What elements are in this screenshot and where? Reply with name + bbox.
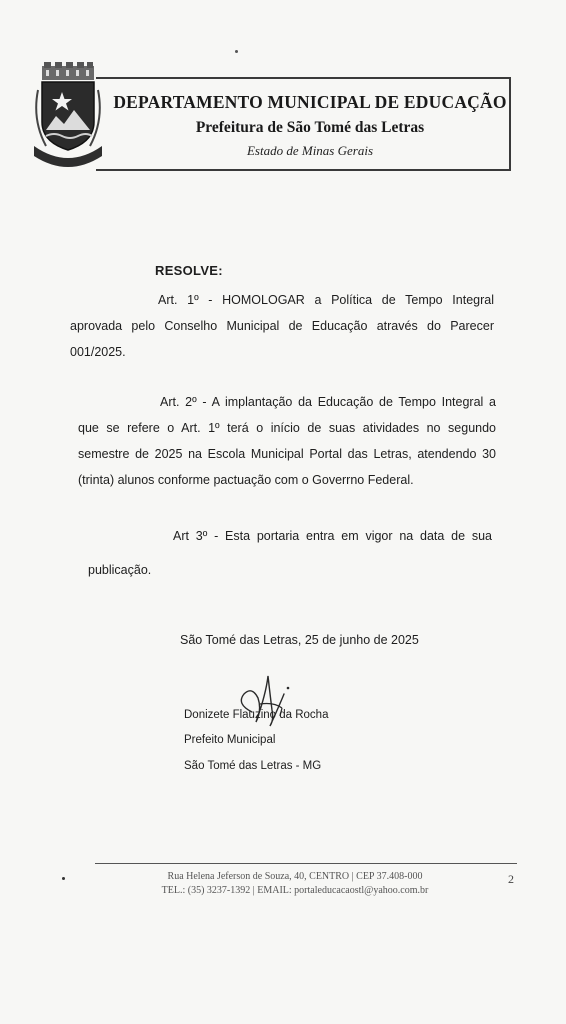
resolve-heading: RESOLVE: [155, 263, 223, 278]
article-2-line: (trinta) alunos conforme pactuação com o Goverrno Federal. [78, 473, 414, 487]
article-1 [70, 287, 494, 365]
signatory-city: São Tomé das Letras - MG [184, 760, 322, 772]
signatory-name: Donizete Flauzino da Rocha [184, 709, 329, 721]
article-2-line: que se refere o Art. 1º terá o início de suas atividades no segundo [78, 421, 496, 435]
footer-address: Rua Helena Jeferson de Souza, 40, CENTRO | CEP 37.408-000 [167, 871, 423, 882]
article-1-line: 001/2025. [70, 345, 126, 359]
department-title: DEPARTAMENTO MUNICIPAL DE EDUCAÇÃO [113, 92, 507, 112]
footer-divider [95, 863, 517, 864]
state-name: Estado de Minas Gerais [246, 143, 374, 158]
signatory-role: Prefeito Municipal [184, 734, 276, 746]
article-3 [88, 523, 492, 583]
article-3-line: Art 3º - Esta portaria entra em vigor na data de sua [173, 529, 492, 543]
municipal-crest-icon [32, 60, 104, 178]
page-number: 2 [508, 872, 514, 886]
article-1-line: Art. 1º - HOMOLOGAR a Política de Tempo Integral [158, 293, 494, 307]
footer-contact: TEL.: (35) 3237-1392 | EMAIL: portaleducacaostl@yahoo.com.br [161, 885, 429, 896]
place-and-date: São Tomé das Letras, 25 de junho de 2025 [180, 633, 419, 647]
article-3-line: publicação. [88, 563, 152, 577]
article-1-line: aprovada pelo Conselho Municipal de Educação através do Parecer [70, 319, 494, 333]
article-2 [78, 389, 496, 493]
article-2-line: semestre de 2025 na Escola Municipal Portal das Letras, atendendo 30 [78, 447, 496, 461]
article-2-line: Art. 2º - A implantação da Educação de Tempo Integral a [160, 395, 496, 409]
city-hall-subtitle: Prefeitura de São Tomé das Letras [195, 119, 425, 136]
handwritten-signature [230, 664, 300, 734]
speck-mark [62, 877, 65, 880]
speck-mark [235, 50, 238, 53]
